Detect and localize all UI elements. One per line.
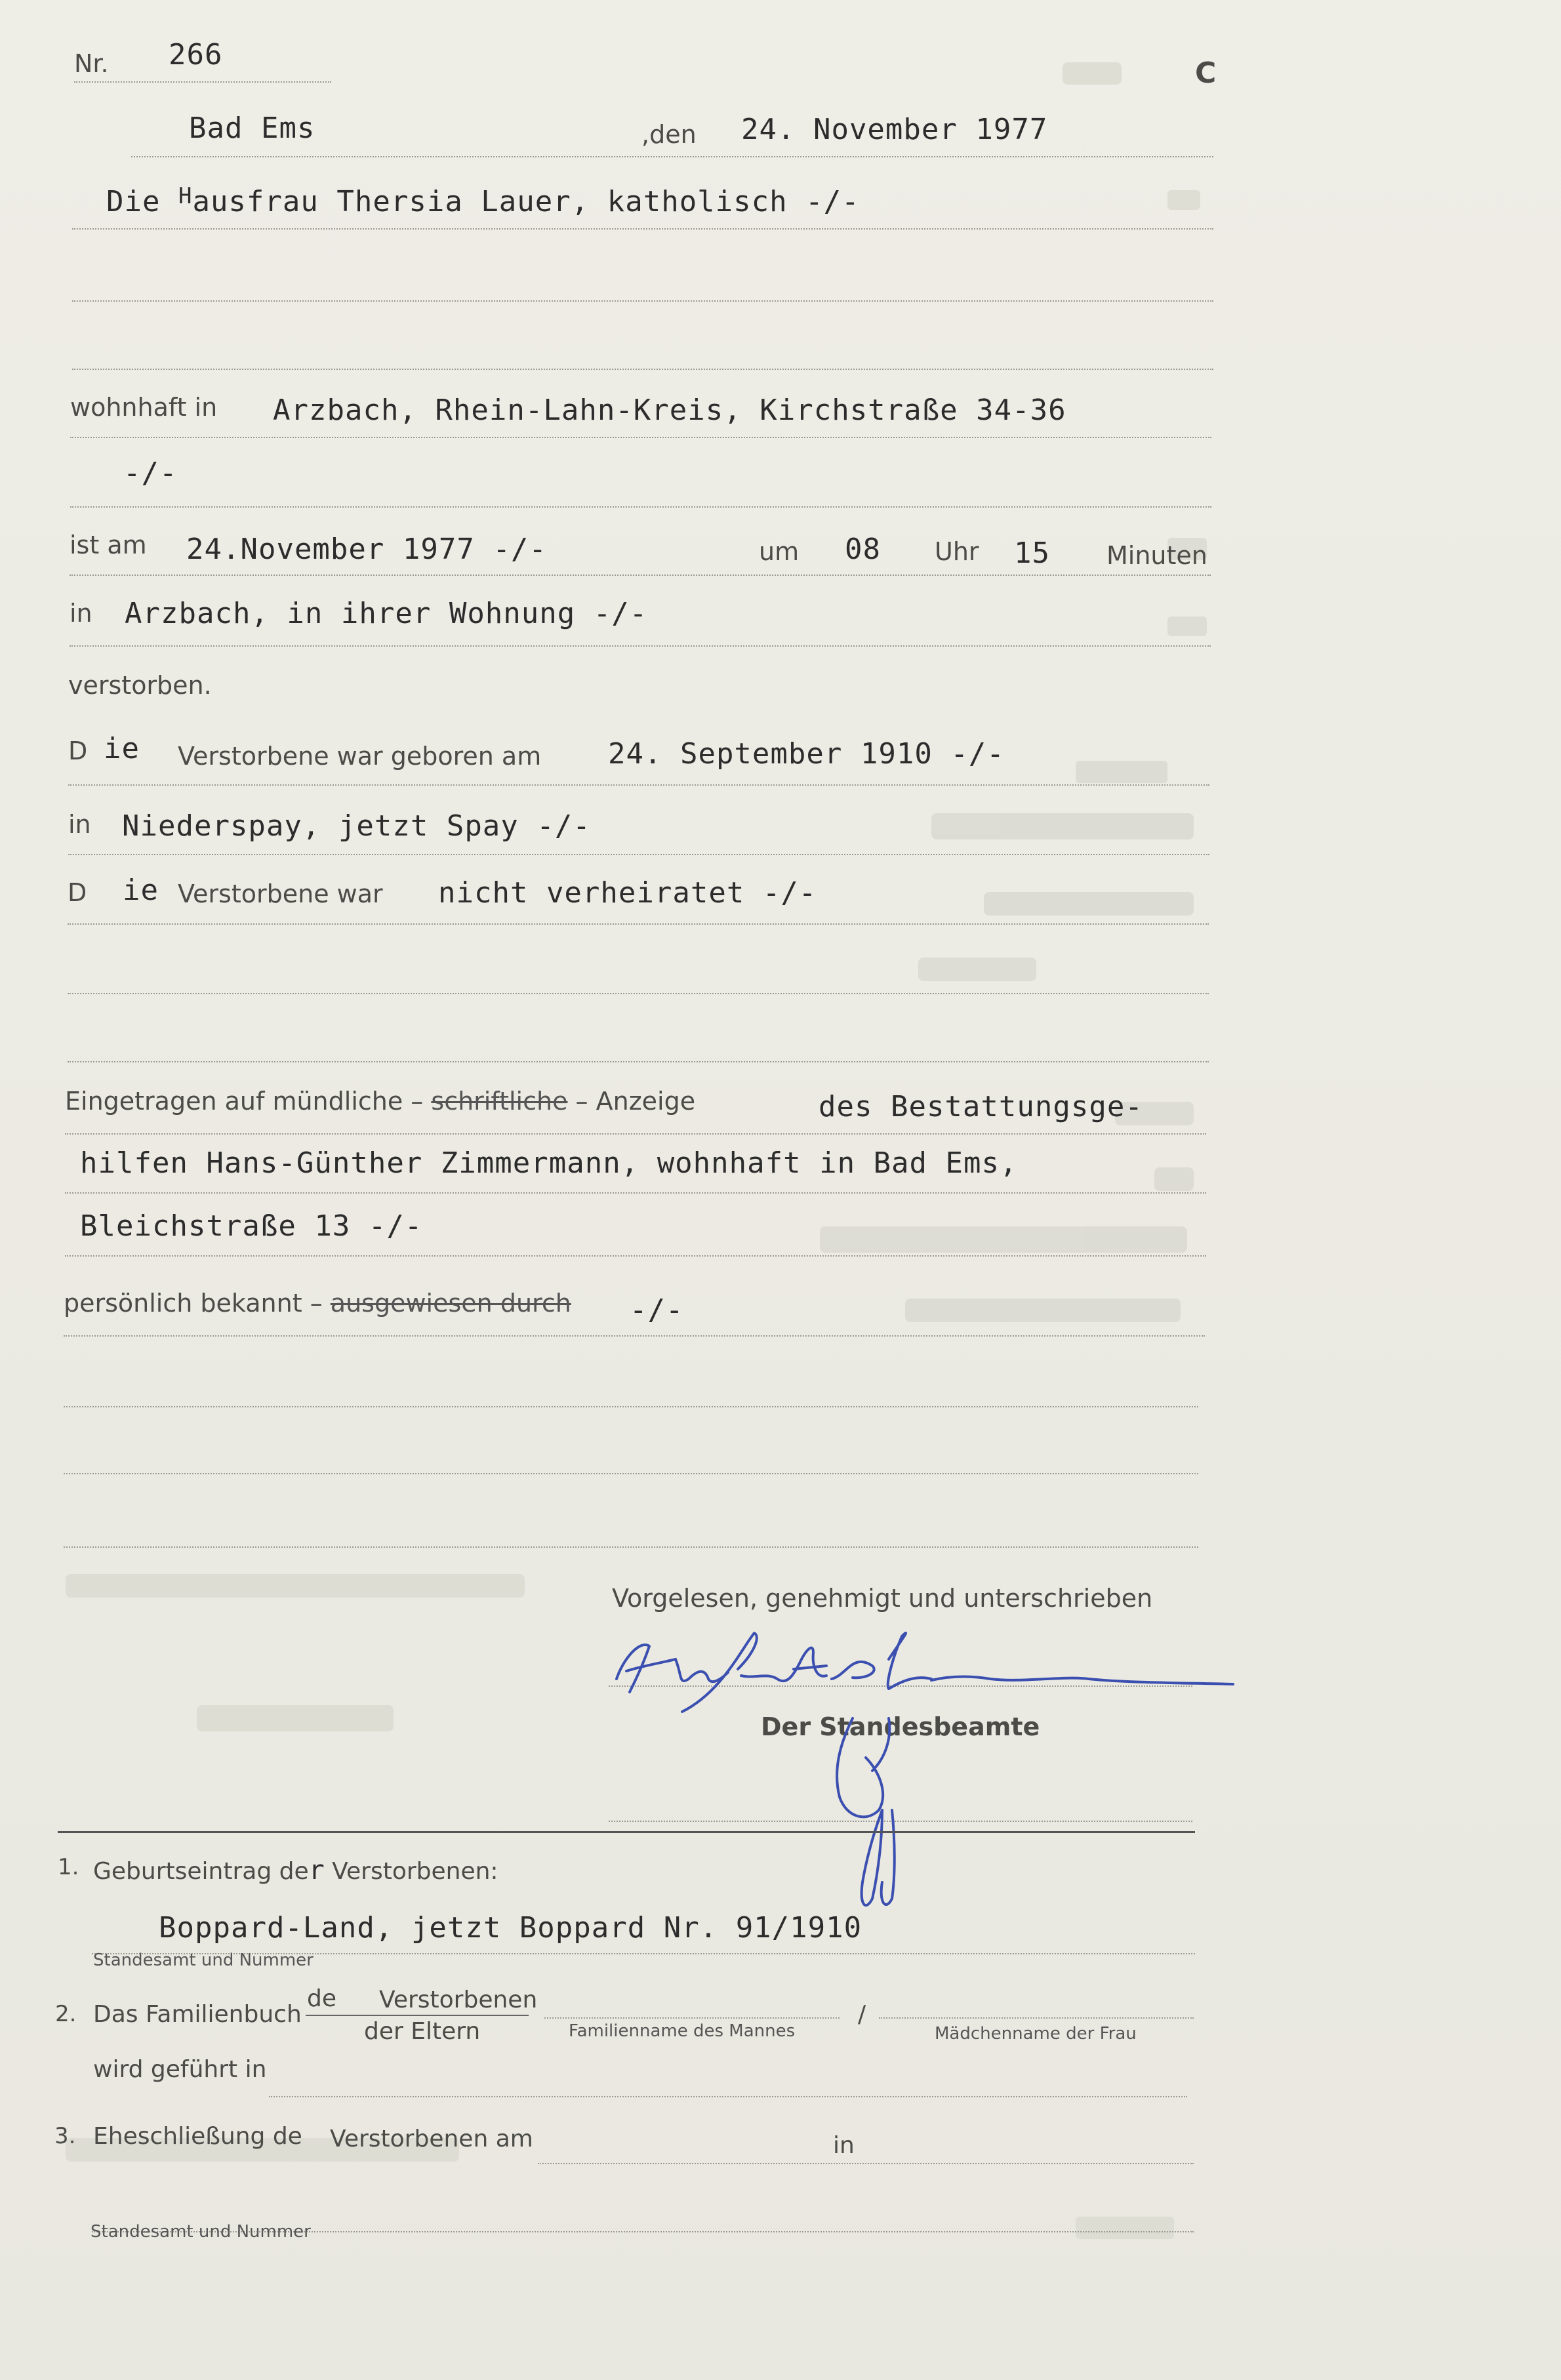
record-date: 24. November 1977: [741, 113, 1048, 146]
birth-date: 24. September 1910 -/-: [608, 737, 1005, 771]
birth-d-label: D: [68, 736, 88, 765]
death-date: 24.November 1977 -/-: [186, 533, 547, 566]
um-label: um: [759, 537, 800, 566]
note-3-in: in: [833, 2132, 855, 2159]
note-3-number: 3.: [54, 2123, 76, 2149]
note-2-wird-label: wird geführt in: [93, 2056, 267, 2083]
note-2-eltern: der Eltern: [364, 2018, 481, 2045]
death-in-label: in: [70, 599, 92, 628]
residence-value: Arzbach, Rhein-Lahn-Kreis, Kirchstraße 34-36: [273, 393, 1066, 427]
nr-value: 266: [169, 38, 223, 71]
birth-place: Niederspay, jetzt Spay -/-: [122, 809, 591, 843]
residence-continuation: -/-: [123, 456, 178, 490]
death-place: Arzbach, in ihrer Wohnung -/-: [125, 597, 648, 630]
note-2-verstorbenen: Verstorbenen: [379, 1987, 538, 2013]
registration-line-3: Bleichstraße 13 -/-: [80, 1209, 423, 1243]
note-1-label: Geburtseintrag der Verstorbenen:: [93, 1855, 498, 1886]
birth-d-suffix: ie: [104, 732, 140, 765]
note-1-value: Boppard-Land, jetzt Boppard Nr. 91/1910: [159, 1911, 862, 1945]
note-2-wife-caption: Mädchenname der Frau: [935, 2024, 1137, 2044]
note-1-number: 1.: [58, 1854, 79, 1880]
identity-label: persönlich bekannt – ausgewiesen durch: [64, 1289, 571, 1318]
registration-label: Eingetragen auf mündliche – schriftliche – Anzeige: [65, 1087, 696, 1116]
note-2-wife-line: [879, 2017, 1194, 2019]
verstorben-label: verstorben.: [68, 671, 212, 700]
marital-value: nicht verheiratet -/-: [438, 876, 817, 910]
death-hour: 08: [845, 533, 881, 566]
note-3-caption: Standesamt und Nummer: [91, 2222, 311, 2242]
note-2-slash: /: [858, 2001, 866, 2028]
note-2-fraction-bar: [306, 2015, 529, 2016]
official-label: Der Standesbeamte: [761, 1712, 1040, 1741]
residence-label: wohnhaft in: [70, 393, 218, 422]
note-2-husband-line: [544, 2017, 840, 2019]
uhr-label: Uhr: [935, 537, 979, 566]
marital-d-suffix: ie: [123, 874, 159, 907]
note-2-wird-line: [269, 2096, 1187, 2097]
note-3-verstorbenen-am: Verstorbenen am: [330, 2126, 533, 2152]
note-2-de: de: [307, 1985, 336, 2012]
corner-letter: C: [1195, 56, 1217, 90]
read-approved-label: Vorgelesen, genehmigt und unterschrieben: [612, 1584, 1153, 1613]
place-of-record: Bad Ems: [189, 111, 315, 145]
note-3-label: Eheschließung de: [93, 2123, 302, 2150]
minuten-label: Minuten: [1106, 541, 1207, 570]
registration-line-2: hilfen Hans-Günther Zimmermann, wohnhaft in Bad Ems,: [80, 1146, 1018, 1180]
death-minute: 15: [1014, 536, 1050, 570]
nr-label: Nr.: [74, 49, 109, 78]
note-1-caption: Standesamt und Nummer: [93, 1950, 314, 1970]
note-2-husband-caption: Familienname des Mannes: [569, 2021, 796, 2041]
marital-d-label: D: [68, 878, 87, 907]
birth-label: Verstorbene war geboren am: [178, 742, 542, 771]
note-2-number: 2.: [55, 2001, 77, 2027]
identity-value: -/-: [630, 1293, 684, 1327]
note-2-label: Das Familienbuch: [93, 2001, 302, 2028]
section-divider: [58, 1831, 1195, 1833]
registration-line-1: des Bestattungsge-: [819, 1090, 1143, 1123]
note-3-line: [538, 2163, 1194, 2164]
marital-label: Verstorbene war: [178, 879, 383, 908]
den-label: ,den: [641, 120, 697, 149]
ist-am-label: ist am: [70, 531, 147, 559]
birth-in-label: in: [68, 810, 91, 839]
person-line-1: Die $^H$ausfrau Thersia Lauer, katholisch -/-: [106, 183, 860, 218]
